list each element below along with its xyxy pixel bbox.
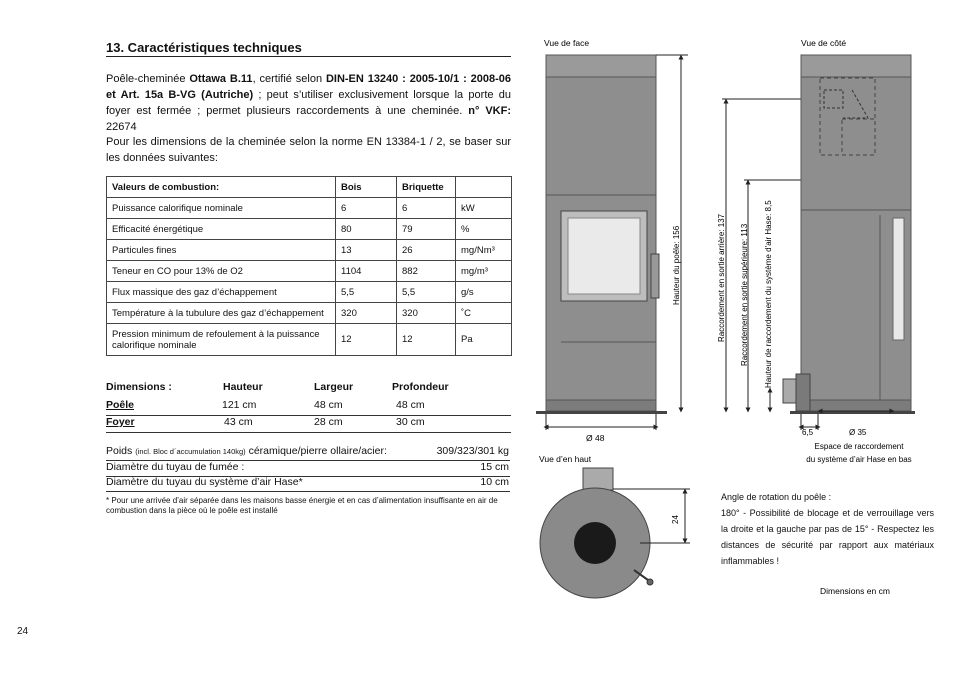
header-cell (456, 177, 512, 198)
top-view-label: Vue d’en haut (539, 454, 592, 464)
hase-space-line1: Espace de raccordement (814, 442, 904, 451)
foyer-width: 28 cm (314, 416, 343, 428)
dimensions-row-poele (106, 399, 511, 416)
poele-depth: 48 cm (396, 399, 425, 411)
front-width-dim: Ø 48 (586, 433, 605, 443)
intro-paragraph: Poêle-cheminée Ottawa B.11, certifié selon DIN-EN 13240 : 2005-10/1 : 2008-06 et Art. 15a B-VG (Autriche) ; peut s’utiliser exclusivement lorsque la porte du foyer est fermée ; permet plusieurs raccordements à une cheminée. n° VKF: 22674 (106, 73, 512, 133)
table-cell: % (456, 219, 512, 240)
footnote: * Pour une arrivée d’air séparée dans les maisons basse énergie et en cas d’alimentation insuffisante en air de combustion dans la pièce où le poêle est installé (106, 496, 498, 515)
table-row (107, 219, 512, 240)
top-depth-dim: 24 (671, 515, 680, 524)
side-view-label: Vue de côté (801, 38, 847, 48)
table-cell: 320 (397, 303, 456, 324)
hase-height-dim: Hauteur de raccordement du système d’air Hase: 8,5 (764, 200, 773, 388)
weight-row (106, 445, 510, 461)
top-connection-dim: Raccordement en sortie supérieure: 113 (740, 223, 749, 366)
section-title: 13. Caractéristiques techniques (106, 40, 511, 57)
smoke-pipe-label: Diamètre du tuyau de fumée : (106, 461, 245, 473)
rotation-text: 180° - Possibilité de blocage et de verrouillage vers la droite et la gauche par pas de 15° - Respectez les distances de sécurité par rapport aux matériaux inflammables ! (721, 508, 934, 566)
top-view-drawing (540, 468, 690, 598)
col-height: Hauteur (223, 381, 263, 393)
table-cell: 6 (336, 198, 397, 219)
front-view-label: Vue de face (544, 38, 590, 48)
table-cell: ˚C (456, 303, 512, 324)
rear-connection-dim: Raccordement en sortie arrière: 137 (717, 213, 726, 342)
table-cell: Pa (456, 324, 512, 356)
table-row (107, 282, 512, 303)
header-cell: Briquette (397, 177, 456, 198)
header-cell: Bois (336, 177, 397, 198)
smoke-pipe-value: 15 cm (480, 461, 509, 473)
table-cell: 320 (336, 303, 397, 324)
table-cell: 882 (397, 261, 456, 282)
poele-width: 48 cm (314, 399, 343, 411)
table-cell: Température à la tubulure des gaz d’échappement (107, 303, 336, 324)
dimensions-row-foyer (106, 416, 511, 433)
rotation-title: Angle de rotation du poêle : (721, 492, 832, 502)
col-depth: Profondeur (392, 381, 449, 393)
table-row (107, 303, 512, 324)
foyer-height: 43 cm (224, 416, 253, 428)
smoke-pipe-row (106, 461, 510, 477)
table-cell: Teneur en CO pour 13% de O2 (107, 261, 336, 282)
weight-label: Poids (106, 445, 133, 457)
table-row (107, 240, 512, 261)
combustion-table (106, 176, 512, 356)
weight-note: (incl. Bloc d´accumulation 140kg) (135, 447, 246, 456)
weight-material: céramique/pierre ollaire/acier: (248, 445, 387, 457)
hase-pipe-row (106, 476, 510, 492)
table-cell: Pression minimum de refoulement à la puissance calorifique nominale (107, 324, 336, 356)
table-cell: Efficacité énergétique (107, 219, 336, 240)
table-cell: 80 (336, 219, 397, 240)
table-cell: Particules fines (107, 240, 336, 261)
dimensions-header-row (106, 381, 511, 397)
table-header-row (107, 177, 512, 198)
poele-height: 121 cm (222, 399, 257, 411)
side-diameter-dim: Ø 35 (849, 428, 867, 437)
header-cell: Valeurs de combustion: (107, 177, 336, 198)
table-cell: 12 (336, 324, 397, 356)
rotation-note (721, 489, 934, 569)
table-cell: Flux massique des gaz d’échappement (107, 282, 336, 303)
weight-value: 309/323/301 kg (436, 445, 509, 457)
table-cell: 5,5 (336, 282, 397, 303)
table-cell: g/s (456, 282, 512, 303)
front-view-drawing (536, 55, 667, 443)
table-cell: 6 (397, 198, 456, 219)
side-offset-dim: 6,5 (802, 428, 814, 437)
page-number: 24 (17, 626, 29, 637)
col-width: Largeur (314, 381, 354, 393)
table-row (107, 261, 512, 282)
height-dim: Hauteur du poêle: 156 (672, 225, 681, 305)
table-cell: Puissance calorifique nominale (107, 198, 336, 219)
table-cell: kW (456, 198, 512, 219)
table-cell: 13 (336, 240, 397, 261)
foyer-depth: 30 cm (396, 416, 425, 428)
poele-label: Poêle (106, 399, 135, 411)
table-cell: 5,5 (397, 282, 456, 303)
side-view-drawing (783, 55, 915, 464)
table-cell: 79 (397, 219, 456, 240)
table-cell: 1104 (336, 261, 397, 282)
table-cell: mg/Nm³ (456, 240, 512, 261)
hase-pipe-label: Diamètre du tuyau du système d’air Hase* (106, 476, 303, 488)
units-label: Dimensions en cm (820, 586, 890, 596)
hase-space-line2: du système d’air Hase en bas (806, 455, 912, 464)
table-row (107, 324, 512, 356)
table-cell: 26 (397, 240, 456, 261)
table-row (107, 198, 512, 219)
table-cell: 12 (397, 324, 456, 356)
table-cell: mg/m³ (456, 261, 512, 282)
dimensions-label: Dimensions : (106, 381, 172, 393)
foyer-label: Foyer (106, 416, 135, 428)
hase-pipe-value: 10 cm (480, 476, 509, 488)
norm-paragraph: Pour les dimensions de la cheminée selon la norme EN 13384-1 / 2, se baser sur les données suivantes: (106, 136, 511, 164)
dimensions-block (106, 381, 511, 433)
